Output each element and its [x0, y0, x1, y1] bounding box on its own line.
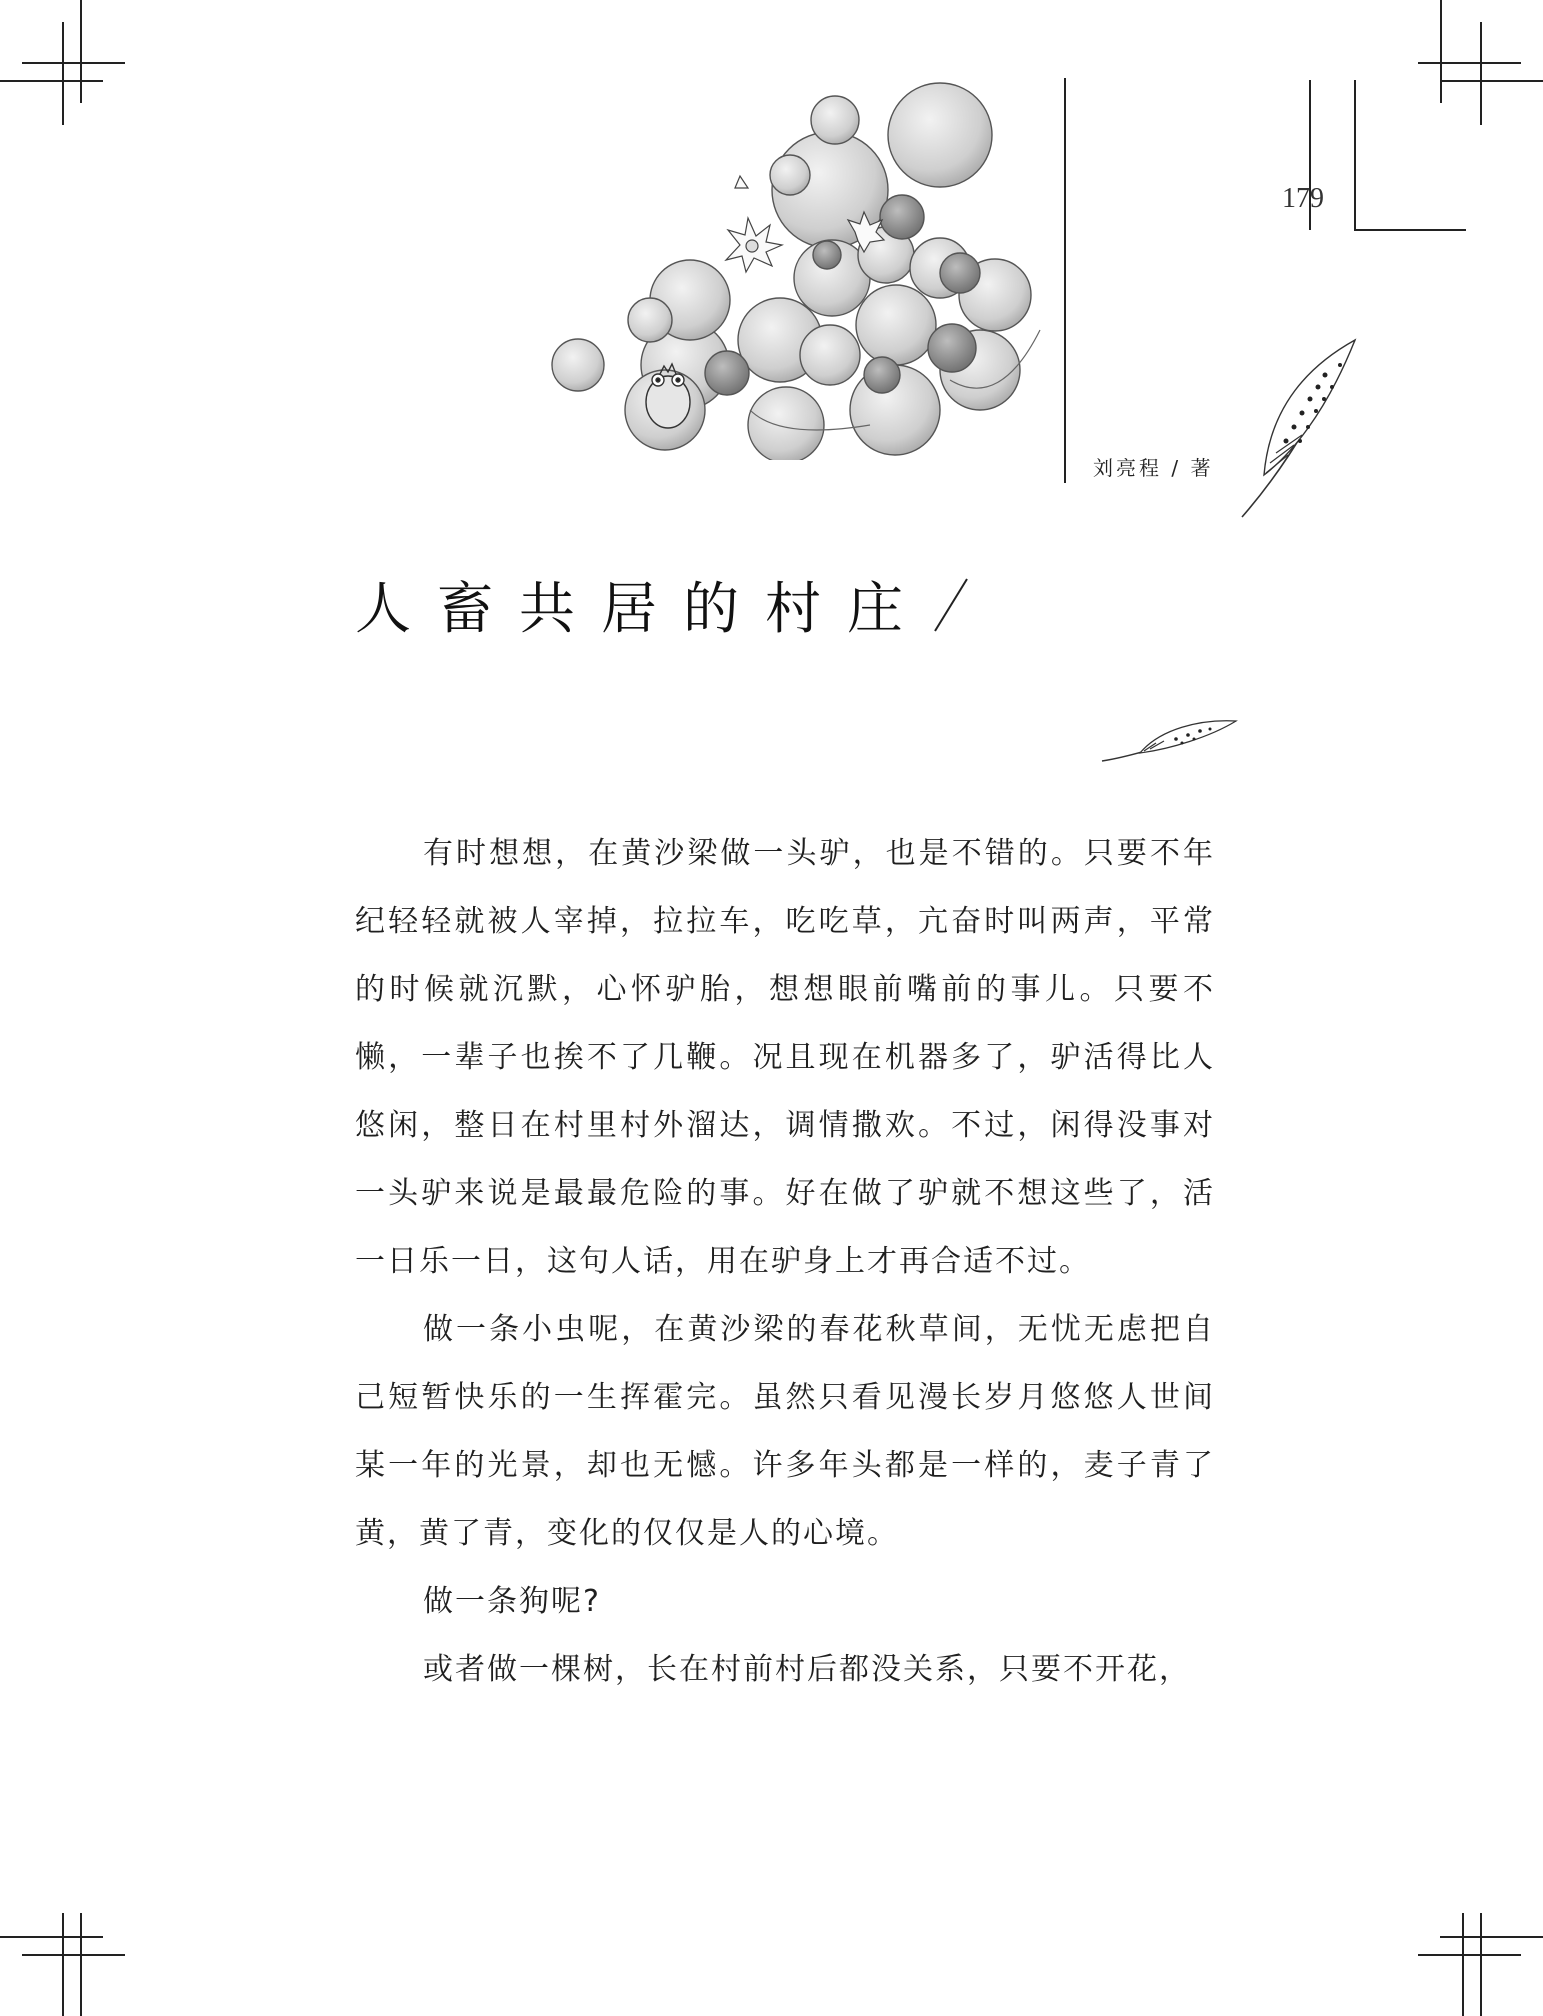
paragraph: 或者做一棵树，长在村前村后都没关系，只要不开花，	[423, 1652, 1191, 1687]
paragraph: 做一条狗呢?	[423, 1584, 601, 1619]
paragraph: 有时想想，在黄沙梁做一头驴，也是不错的。只要不年纪轻轻就被人宰掉，拉拉车，吃吃草，亢奋时叫两声，平常的时候就沉默，心怀驴胎，想想眼前嘴前的事儿。只要不懒，一辈子也挨不了几鞭。况且现在机器多了，驴活得比人悠闲，整日在村里村外溜达，调情撒欢。不过，闲得没事对一头驴来说是最最危险的事。好在做了驴就不想这些了，活一日乐一日，这句人话，用在驴身上才再合适不过。	[355, 836, 1215, 1279]
paragraph: 做一条小虫呢，在黄沙梁的春花秋草间，无忧无虑把自己短暂快乐的一生挥霍完。虽然只看见漫长岁月悠悠人世间某一年的光景，却也无憾。许多年头都是一样的，麦子青了黄，黄了青，变化的仅仅是人的心境。	[355, 1312, 1215, 1551]
feather-icon	[1100, 715, 1240, 765]
author-rule	[1064, 78, 1066, 483]
article-title: 人畜共居的村庄	[355, 577, 929, 642]
title-slash-mark	[931, 575, 971, 635]
lotus-pond-illustration	[540, 80, 1060, 460]
title-block	[355, 565, 971, 645]
body-text	[355, 820, 1215, 1704]
author-credit: 刘亮程 / 著	[1093, 456, 1214, 480]
feather-icon	[1230, 335, 1360, 525]
page-number: 179	[1282, 183, 1324, 214]
